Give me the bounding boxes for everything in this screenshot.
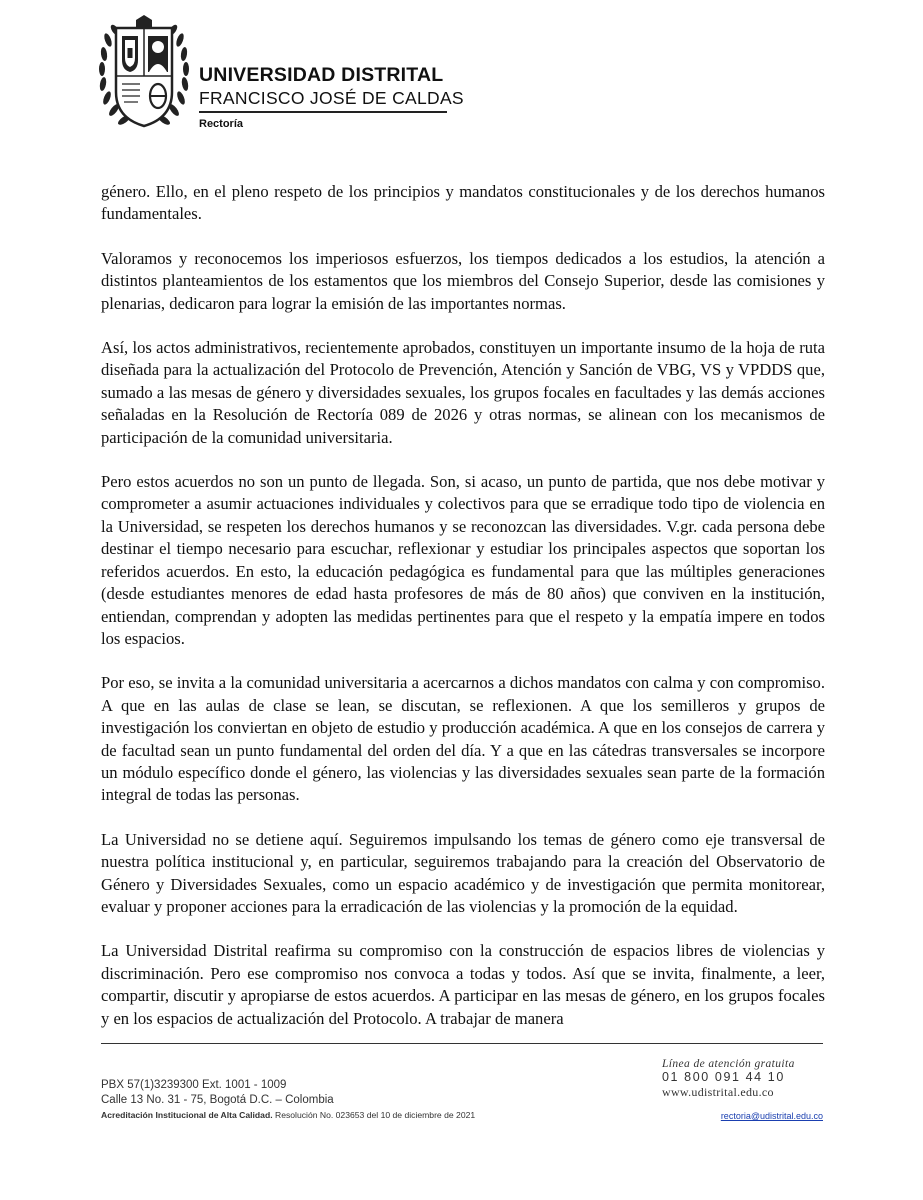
accreditation-title: Acreditación Institucional de Alta Calidad. (101, 1110, 273, 1120)
email-link[interactable]: rectoria@udistrital.edu.co (720, 1111, 823, 1121)
header-divider (199, 111, 447, 113)
body-paragraph: Por eso, se invita a la comunidad universitaria a acercarnos a dichos mandatos con calma y con compromiso. A que en las aulas de clase se lean, se discutan, se reflexionen. A que los semilleros y grupos de investigación los conviertan en objeto de estudio y producción académica. A que en los consejos de carrera y de facultad sean un punto fundamental del orden del día. Y a que en las cátedras transversales se incorpore un módulo específico donde el género, las violencias y las diversidades sexuales sean parte de la formación integral de todas las personas. (101, 673, 825, 805)
footer-address: Calle 13 No. 31 - 75, Bogotá D.C. – Colombia (101, 1094, 334, 1106)
body-paragraph: género. Ello, en el pleno respeto de los principios y mandatos constitucionales y de los derechos humanos fundamentales. (101, 182, 825, 224)
body-paragraph: Valoramos y reconocemos los imperiosos esfuerzos, los tiempos dedicados a los estudios, la atención a distintos planteamientos de los estamentos que los miembros del Consejo Superior, desde las comisiones y plenarias, dedicaron para lograr la emisión de las importantes normas. (101, 248, 825, 313)
website-link[interactable]: www.udistrital.edu.co (662, 1085, 774, 1099)
footer-contact (101, 1078, 475, 1122)
body-paragraph: La Universidad no se detiene aquí. Seguiremos impulsando los temas de género como eje transversal de nuestra política institucional y, en particular, seguiremos trabajando para la creación del Observatorio de Género y Diversidades Sexuales, como un espacio académico y de investigación que permita monitorear, evaluar y proponer acciones para la erradicación de las violencias y la promoción de la equidad. (101, 829, 825, 916)
hotline-label: Línea de atención gratuita (662, 1058, 795, 1070)
body-paragraph: Así, los actos administrativos, recientemente aprobados, constituyen un importante insumo de la hoja de ruta diseñada para la actualización del Protocolo de Prevención, Atención y Sanción de VBG, VS y VPDDS que, sumado a las mesas de género y diversidades sexuales, los grupos focales en facultades y las demás acciones señaladas en la Resolución de Rectoría 089 de 2026 y otras normas, se alinean con los mecanismos de participación de la comunidad universitaria. (101, 338, 825, 447)
footer-accreditation (101, 1108, 475, 1122)
letterhead (98, 14, 518, 134)
footer-phone: PBX 57(1)3239300 Ext. 1001 - 1009 (101, 1079, 287, 1091)
university-seal-logo (98, 14, 190, 132)
office-name: Rectoría (199, 118, 244, 130)
body-paragraph: Pero estos acuerdos no son un punto de llegada. Son, si acaso, un punto de partida, que nos debe motivar y comprometer a asumir actuaciones individuales y colectivos para que se erradique todo tipo de violencia en la Universidad, se respeten los derechos humanos y se reconozcan las diversidades. V.gr. cada persona debe destinar el tiempo necesario para escuchar, reflexionar y estudiar los principales aspectos que soportan los referidos acuerdos. En esto, la educación pedagógica es fundamental para que las múltiples generaciones (desde estudiantes menores de edad hasta profesores de más de 80 años) que conviven en la institución, entiendan, comprendan y adopten las medidas pertinentes para que el respeto y la empatía impere en todos los espacios. (101, 472, 825, 648)
body-paragraph: La Universidad Distrital reafirma su compromiso con la construcción de espacios libres de violencias y discriminación. Pero ese compromiso nos convoca a todas y todos. Así que se invita, finalmente, a leer, compartir, discutir y apropiarse de estos acuerdos. A participar en las mesas de género, en los grupos focales y en los espacios de actualización del Protocolo. A trabajar de manera (101, 941, 825, 1028)
university-subname: FRANCISCO JOSÉ DE CALDAS (199, 88, 464, 108)
accreditation-resolution: Resolución No. 023653 del 10 de diciembre de 2021 (272, 1110, 476, 1120)
hotline-number: 01 800 091 44 10 (662, 1070, 785, 1084)
footer-divider (101, 1043, 823, 1044)
university-name: UNIVERSIDAD DISTRITAL (199, 64, 444, 86)
letter-body (101, 181, 825, 1052)
footer-hotline (662, 1058, 827, 1121)
